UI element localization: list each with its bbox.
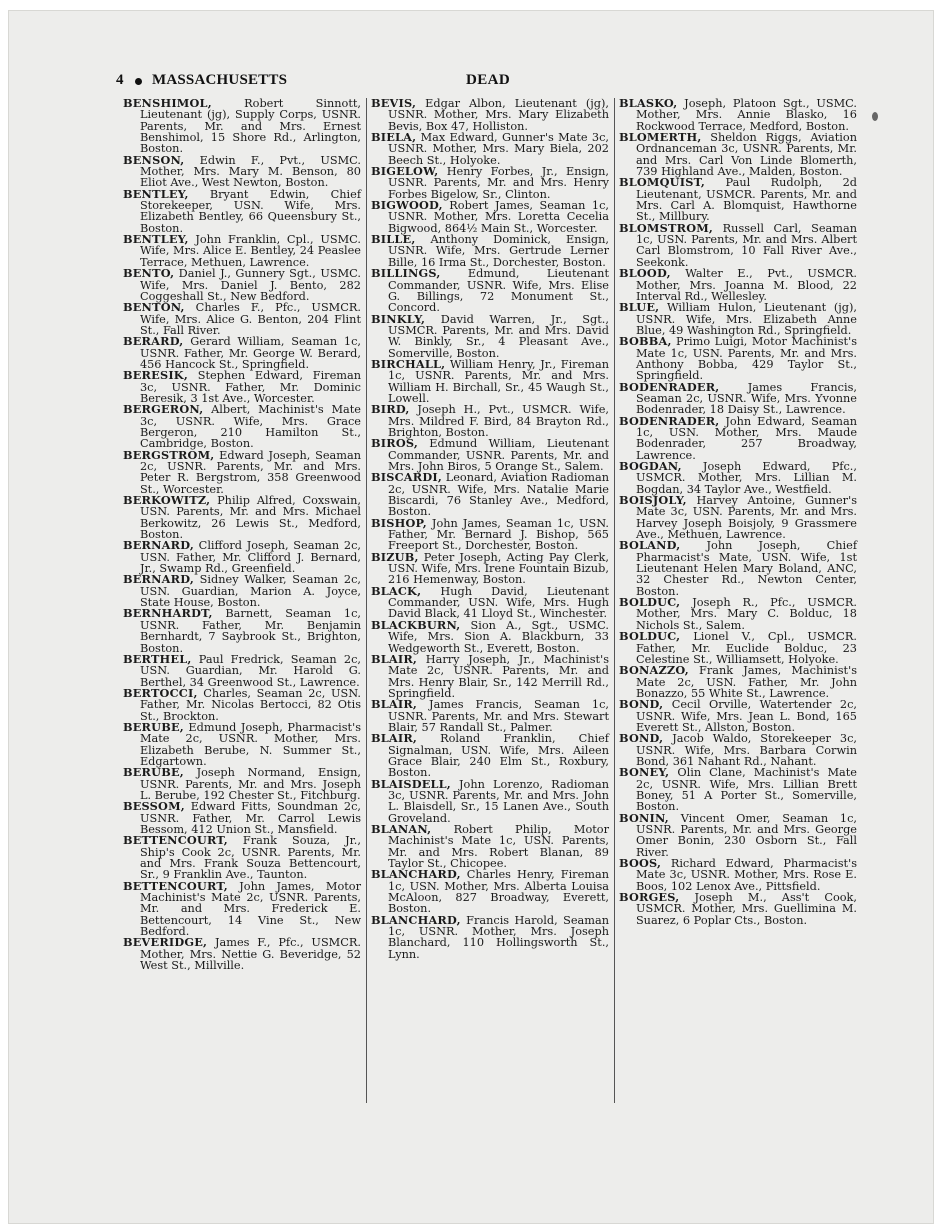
casualty-entry <box>619 699 857 733</box>
casualty-name: BERTHEL, <box>123 651 192 666</box>
casualty-entry <box>371 869 609 914</box>
casualty-entry <box>123 404 361 449</box>
casualty-details: William Hulon, Lieutenant (jg), USNR. Wife, Mrs. Elizabeth Anne Blue, 49 Washington Rd., Springfield. <box>635 301 857 337</box>
casualty-entry <box>123 685 361 723</box>
page-number: 4 <box>116 72 124 88</box>
casualty-name: BOGDAN, <box>619 459 682 473</box>
casualty-details: Frank Souza, Jr., Ship's Cook 2c, USNR. Parents, Mr. and Mrs. Frank Souza Bettencourt, Sr., 9 Franklin Ave., Taunton. <box>139 834 361 882</box>
casualty-name: BODENRADER, <box>619 379 720 394</box>
casualty-name: BLANCHARD, <box>371 867 461 882</box>
casualty-details: Bryant Edwin, Chief Storekeeper, USN. Wife, Mrs. Elizabeth Bentley, 66 Queensbury St., Boston. <box>139 187 361 235</box>
casualty-details: Paul Fredrick, Seaman 2c, USN. Guardian, Mr. Harold G. Berthel, 34 Greenwood St., Lawrence. <box>139 652 361 689</box>
casualty-entry <box>371 515 609 553</box>
casualty-details: Daniel J., Gunnery Sgt., USMC. Wife, Mrs. Daniel J. Bento, 282 Coggeshall St., New Bedford. <box>139 267 361 303</box>
casualty-name: BERESIK, <box>123 368 188 383</box>
casualty-entry <box>123 186 361 235</box>
casualty-details: Stephen Edward, Fireman 3c, USNR. Father, Mr. Dominic Beresik, 3 1st Ave., Worcester. <box>139 369 361 405</box>
casualty-name: BERGSTROM, <box>123 447 215 462</box>
casualty-entry <box>619 631 857 665</box>
casualty-entry <box>371 234 609 268</box>
casualty-entry <box>619 379 857 417</box>
casualty-details: Walter E., Pvt., USMCR. Mother, Mrs. Joanna M. Blood, 22 Interval Rd., Wellesley. <box>635 267 857 303</box>
casualty-name: BIELA, <box>371 130 417 145</box>
casualty-name: BIGWOOD, <box>371 198 443 213</box>
casualty-details: Edmund, Lieutenant Commander, USNR. Wife, Mrs. Elise G. Billings, 72 Monument St., Concord. <box>387 267 609 315</box>
casualty-name: BONIN, <box>619 810 669 825</box>
casualty-details: John Joseph, Chief Pharmacist's Mate, USN. Wife, 1st Lieutenant Helen Mary Boland, ANC, 32 Chester Rd., Newton Center, Boston. <box>635 539 857 598</box>
casualty-details: Robert James, Seaman 1c, USNR. Mother, Mrs. Loretta Cecelia Bigwood, 864½ Main St., Worcester. <box>387 199 609 235</box>
casualty-name: BLACK, <box>371 583 422 598</box>
casualty-details: Francis Harold, Seaman 1c, USNR. Mother, Mrs. Joseph Blanchard, 110 Hollingsworth St., Lynn. <box>387 913 609 961</box>
casualty-name: BENTON, <box>123 300 185 315</box>
casualty-details: Edmund Joseph, Pharmacist's Mate 2c, USNR. Mother, Mrs. Elizabeth Berube, N. Summer St., Edgartown. <box>139 720 361 768</box>
casualty-name: BOLAND, <box>619 538 681 553</box>
casualty-entry <box>123 801 361 835</box>
casualty-name: BODENRADER, <box>619 413 720 428</box>
casualty-details: Sidney Walker, Seaman 2c, USN. Guardian, Marion A. Joyce, State House, Boston. <box>139 573 361 610</box>
casualty-details: Charles F., Pfc., USMCR. Wife, Mrs. Alice G. Benton, 204 Flint St., Fall River. <box>139 301 361 337</box>
casualty-name: BETTENCOURT, <box>123 878 228 893</box>
casualty-name: BERUBE, <box>123 765 184 780</box>
casualty-details: John Franklin, Cpl., USMC. Wife, Mrs. Alice E. Bentley, 24 Peaslee Terrace, Methuen, Lawrence. <box>139 233 361 269</box>
casualty-details: Vincent Omer, Seaman 1c, USNR. Parents, Mr. and Mrs. George Omer Bonin, 230 Osborn St., Fall River. <box>635 811 857 859</box>
casualty-entry <box>123 540 361 574</box>
bullet-icon <box>135 78 142 85</box>
casualty-entry <box>619 810 857 859</box>
casualty-name: BOLDUC, <box>619 595 681 610</box>
casualty-name: BEVIS, <box>371 96 417 110</box>
column-divider <box>366 98 367 1103</box>
casualty-entry <box>123 98 361 155</box>
casualty-details: Edgar Albon, Lieutenant (jg), USNR. Mother, Mrs. Mary Elizabeth Bevis, Box 47, Holliston. <box>387 97 609 133</box>
casualty-name: BERNARD, <box>123 538 194 553</box>
casualty-name: BENTO, <box>123 266 175 281</box>
casualty-name: BOLDUC, <box>619 629 681 644</box>
casualty-entry <box>371 651 609 700</box>
casualty-name: BIGELOW, <box>371 164 439 179</box>
casualty-name: BIRCHALL, <box>371 356 446 371</box>
casualty-details: Sion A., Sgt., USMC. Wife, Mrs. Sion A. Blackburn, 33 Wedgeworth St., Everett, Boston. <box>387 618 609 655</box>
casualty-name: BENTLEY, <box>123 232 189 247</box>
casualty-entry <box>619 540 857 597</box>
casualty-details: Joseph, Platoon Sgt., USMC. Mother, Mrs. Annie Blasko, 16 Rockwood Terrace, Medford, Boston. <box>635 97 857 133</box>
casualty-entry <box>371 200 609 234</box>
casualty-details: Edward Fitts, Soundman 2c, USNR. Father, Mr. Carrol Lewis Bessom, 412 Union St., Mansfield. <box>139 800 361 836</box>
casualty-entry <box>619 495 857 540</box>
section-heading: DEAD <box>466 72 511 88</box>
casualty-name: BISCARDI, <box>371 470 442 485</box>
casualty-entry <box>371 166 609 200</box>
casualty-name: BILLINGS, <box>371 266 441 281</box>
casualty-name: BLANCHARD, <box>371 912 461 927</box>
casualty-name: BEVERIDGE, <box>123 935 208 950</box>
casualty-entry <box>619 336 857 381</box>
casualty-details: Cecil Orville, Watertender 2c, USNR. Wife, Mrs. Jean L. Bond, 165 Everett St., Allston, Boston. <box>635 698 857 734</box>
casualty-entry <box>619 413 857 462</box>
column-3 <box>619 98 857 926</box>
casualty-details: Frank James, Machinist's Mate 2c, USN. Father, Mr. John Bonazzo, 55 White St., Lawrence. <box>635 664 857 700</box>
casualty-name: BISHOP, <box>371 515 427 530</box>
casualty-name: BERGERON, <box>123 402 204 417</box>
casualty-name: BOND, <box>619 697 664 712</box>
page-header <box>116 72 856 92</box>
casualty-entry <box>371 776 609 825</box>
casualty-details: John Edward, Seaman 1c, USN. Mother, Mrs. Maude Bodenrader, 257 Broadway, Lawrence. <box>635 414 857 462</box>
casualty-details: Edmund William, Lieutenant Commander, USNR. Parents, Mr. and Mrs. John Biros, 5 Orange St., Salem. <box>387 437 609 473</box>
punch-hole-mark <box>872 112 878 121</box>
casualty-details: John Lorenzo, Radioman 3c, USNR. Parents, Mr. and Mrs. John L. Blaisdell, Sr., 15 Lanen Ave., South Groveland. <box>387 777 609 825</box>
casualty-entry <box>123 651 361 689</box>
casualty-details: Edward Joseph, Seaman 2c, USNR. Parents, Mr. and Mrs. Peter R. Bergstrom, 358 Greenwood St., Worcester. <box>139 448 361 496</box>
casualty-entry <box>371 132 609 166</box>
casualty-entry <box>123 878 361 939</box>
casualty-name: BLASKO, <box>619 96 678 110</box>
casualty-details: Harvey Antoine, Gunner's Mate 3c, USN. Parents, Mr. and Mrs. Harvey Joseph Boisjoly, 9 Grassmere Ave., Methuen, Lawrence. <box>635 494 857 542</box>
casualty-entry <box>371 549 609 587</box>
state-heading: MASSACHUSETTS <box>152 72 288 88</box>
casualty-details: Philip Alfred, Coxswain, USN. Parents, Mr. and Mrs. Michael Berkowitz, 26 Lewis St., Medford, Boston. <box>139 494 361 542</box>
casualty-details: Edwin F., Pvt., USMC. Mother, Mrs. Mary M. Benson, 80 Eliot Ave., West Newton, Boston. <box>139 153 361 190</box>
casualty-details: Richard Edward, Pharmacist's Mate 3c, USNR. Mother, Mrs. Rose E. Boos, 102 Lenox Ave., Pittsfield. <box>635 857 857 893</box>
casualty-name: BOOS, <box>619 856 662 871</box>
casualty-entry <box>371 824 609 869</box>
casualty-entry <box>123 835 361 880</box>
casualty-entry <box>123 234 361 268</box>
casualty-details: James Francis, Seaman 2c, USNR. Wife, Mrs. Yvonne Bodenrader, 18 Daisy St., Lawrence. <box>635 380 857 417</box>
casualty-name: BESSOM, <box>123 799 185 814</box>
casualty-name: BERKOWITZ, <box>123 493 211 508</box>
casualty-details: Joseph R., Pfc., USMCR. Mother, Mrs. Mary C. Bolduc, 18 Nichols St., Salem. <box>635 596 857 632</box>
casualty-name: BERUBE, <box>123 719 184 734</box>
casualty-details: Robert Sinnott, Lieutenant (jg), Supply Corps, USNR. Parents, Mr. and Mrs. Ernest Benshimol, 15 Shore Rd., Arlington, Boston. <box>139 97 361 156</box>
casualty-name: BOISJOLY, <box>619 493 687 508</box>
casualty-entry <box>619 177 857 222</box>
casualty-entry <box>123 447 361 496</box>
casualty-details: Gerard William, Seaman 1c, USNR. Father, Mr. George W. Berard, 456 Hancock St., Springfield. <box>139 335 361 371</box>
casualty-details: Clifford Joseph, Seaman 2c, USN. Father, Mr. Clifford J. Bernard, Jr., Swamp Rd., Greenfield. <box>139 539 361 576</box>
casualty-details: Robert Philip, Motor Machinist's Mate 1c, USN. Parents, Mr. and Mrs. Robert Blanan, 89 Taylor St., Chicopee. <box>387 823 609 871</box>
casualty-name: BILLE, <box>371 232 416 247</box>
casualty-name: BONEY, <box>619 765 670 780</box>
column-1 <box>123 98 361 971</box>
casualty-entry <box>123 268 361 302</box>
casualty-details: Olin Clane, Machinist's Mate 2c, USNR. Wife, Mrs. Lillian Brett Boney, 51 A Porter St., Somerville, Boston. <box>635 766 857 814</box>
casualty-details: James F., Pfc., USMCR. Mother, Mrs. Nettie G. Beveridge, 52 West St., Millville. <box>139 936 361 973</box>
casualty-name: BOND, <box>619 731 664 746</box>
casualty-details: Anthony Dominick, Ensign, USNR. Wife, Mrs. Gertrude Lerner Bille, 16 Irma St., Dorchester, Boston. <box>387 233 609 269</box>
casualty-details: Barnett, Seaman 1c, USNR. Father, Mr. Benjamin Bernhardt, 7 Saybrook St., Brighton, Boston. <box>139 607 361 655</box>
casualty-details: Max Edward, Gunner's Mate 3c, USNR. Mother, Mrs. Mary Biela, 202 Beech St., Holyoke. <box>387 131 609 167</box>
casualty-entry <box>123 574 361 608</box>
casualty-details: Russell Carl, Seaman 1c, USN. Parents, Mr. and Mrs. Albert Carl Blomstrom, 10 Fall River Ave., Seekonk. <box>635 221 857 269</box>
casualty-entry <box>371 617 609 655</box>
casualty-details: Paul Rudolph, 2d Lieutenant, USMCR. Parents, Mr. and Mrs. Carl A. Blomquist, Hawthorne St., Millbury. <box>635 176 857 224</box>
casualty-entry <box>123 937 361 971</box>
casualty-name: BENTLEY, <box>123 186 189 201</box>
casualty-details: Charles Henry, Fireman 1c, USN. Mother, Mrs. Alberta Louisa McAloon, 827 Broadway, Everett, Boston. <box>387 868 609 916</box>
casualty-name: BLOMQUIST, <box>619 175 706 190</box>
casualty-name: BERNARD, <box>123 572 194 587</box>
casualty-entry <box>123 152 361 190</box>
casualty-details: John James, Motor Machinist's Mate 2c, USNR. Parents, Mr. and Mrs. Frederick E. Bettencourt, 14 Vine St., New Bedford. <box>139 879 361 939</box>
casualty-entry <box>371 356 609 405</box>
casualty-details: Henry Forbes, Jr., Ensign, USNR. Parents, Mr. and Mrs. Henry Forbes Bigelow, Sr., Clinton. <box>387 165 609 201</box>
casualty-entry <box>371 311 609 360</box>
casualty-details: Joseph Normand, Ensign, USNR. Parents, Mr. and Mrs. Joseph L. Berube, 192 Chester St., Fitchburg. <box>139 766 361 802</box>
casualty-details: Roland Franklin, Chief Signalman, USN. Wife, Mrs. Aileen Grace Blair, 240 Elm St., Roxbury, Boston. <box>387 732 609 780</box>
casualty-name: BENSHIMOL, <box>123 96 212 110</box>
casualty-name: BLOOD, <box>619 266 671 281</box>
casualty-name: BLAIR, <box>371 697 418 712</box>
casualty-details: William Henry, Jr., Fireman 1c, USNR. Parents, Mr. and Mrs. William H. Birchall, Sr., 45 Waugh St., Lowell. <box>387 357 609 405</box>
casualty-entry <box>619 858 857 892</box>
casualty-name: BLANAN, <box>371 822 432 836</box>
casualty-entry <box>619 220 857 269</box>
casualty-details: Peter Joseph, Acting Pay Clerk, USN. Wife, Mrs. Irene Fountain Bizub, 216 Hemenway, Boston. <box>387 550 609 587</box>
casualty-entry <box>371 404 609 438</box>
casualty-entry <box>123 767 361 801</box>
casualty-entry <box>371 438 609 472</box>
casualty-name: BIRD, <box>371 402 410 417</box>
casualty-details: Lionel V., Cpl., USMCR. Father, Mr. Euclide Bolduc, 23 Celestine St., Williamsett, Holyoke. <box>635 630 857 666</box>
casualty-details: Primo Luigi, Motor Machinist's Mate 1c, USN. Parents, Mr. and Mrs. Anthony Bobba, 429 Taylor St., Springfield. <box>635 335 857 383</box>
casualty-name: BLOMERTH, <box>619 130 702 145</box>
casualty-name: BLAIR, <box>371 731 418 746</box>
casualty-details: John James, Seaman 1c, USN. Father, Mr. Bernard J. Bishop, 565 Freeport St., Dorchester, Boston. <box>387 516 609 553</box>
casualty-entry <box>619 767 857 812</box>
casualty-name: BLOMSTROM, <box>619 220 714 235</box>
casualty-entry <box>371 98 609 132</box>
casualty-entry <box>123 719 361 768</box>
casualty-entry <box>619 733 857 767</box>
casualty-name: BONAZZO, <box>619 663 689 678</box>
casualty-name: BOBBA, <box>619 334 672 349</box>
casualty-entry <box>371 733 609 778</box>
casualty-name: BERARD, <box>123 334 184 349</box>
casualty-entry <box>619 98 857 132</box>
casualty-entry <box>123 370 361 404</box>
casualty-details: Sheldon Riggs, Aviation Ordnanceman 3c, USNR. Parents, Mr. and Mrs. Carl Von Linde Blomerth, 739 Highland Ave., Malden, Boston. <box>635 131 857 179</box>
casualty-name: BETTENCOURT, <box>123 833 228 848</box>
casualty-name: BLACKBURN, <box>371 617 461 632</box>
casualty-entry <box>123 608 361 653</box>
casualty-entry <box>619 461 857 495</box>
column-divider <box>614 98 615 1103</box>
casualty-entry <box>619 665 857 699</box>
casualty-name: BENSON, <box>123 152 185 167</box>
casualty-name: BIROS, <box>371 436 418 451</box>
casualty-entry <box>123 495 361 540</box>
casualty-entry <box>123 302 361 336</box>
casualty-name: BERTOCCI, <box>123 685 198 700</box>
casualty-name: BORGES, <box>619 890 680 905</box>
casualty-name: BLUE, <box>619 300 660 315</box>
casualty-details: Jacob Waldo, Storekeeper 3c, USNR. Wife, Mrs. Barbara Corwin Bond, 361 Nahant Rd., Nahant. <box>635 732 857 768</box>
casualty-details: Hugh David, Lieutenant Commander, USN. Wife, Mrs. Hugh David Black, 41 Lloyd St., Winchester. <box>387 584 609 621</box>
casualty-entry <box>123 336 361 370</box>
casualty-entry <box>619 132 857 177</box>
casualty-entry <box>619 597 857 631</box>
casualty-entry <box>371 699 609 733</box>
casualty-entry <box>371 268 609 313</box>
casualty-name: BERNHARDT, <box>123 606 213 621</box>
casualty-details: Leonard, Aviation Radioman 2c, USNR. Wife, Mrs. Natalie Marie Biscardi, 76 Stanley Ave., Medford, Boston. <box>387 471 609 519</box>
casualty-details: David Warren, Jr., Sgt., USMCR. Parents, Mr. and Mrs. David W. Binkly, Sr., 4 Pleasant Ave., Somerville, Boston. <box>387 312 609 360</box>
casualty-name: BINKLY, <box>371 311 426 326</box>
casualty-name: BLAISDELL, <box>371 776 451 791</box>
casualty-entry <box>619 268 857 302</box>
casualty-name: BIZUB, <box>371 549 419 564</box>
column-2 <box>371 98 609 960</box>
casualty-entry <box>619 302 857 336</box>
casualty-entry <box>371 912 609 961</box>
casualty-details: Charles, Seaman 2c, USN. Father, Mr. Nicolas Bertocci, 82 Otis St., Brockton. <box>139 686 361 723</box>
casualty-details: Harry Joseph, Jr., Machinist's Mate 2c, USNR. Parents, Mr. and Mrs. Henry Blair, Sr., 142 Merrill Rd., Springfield. <box>387 652 609 700</box>
casualty-name: BLAIR, <box>371 651 418 666</box>
casualty-entry <box>371 583 609 621</box>
casualty-details: Joseph Edward, Pfc., USMCR. Mother, Mrs. Lillian M. Bogdan, 34 Taylor Ave., Westfield. <box>635 460 857 496</box>
casualty-entry <box>619 892 857 926</box>
casualty-entry <box>371 472 609 517</box>
casualty-details: James Francis, Seaman 1c, USNR. Parents, Mr. and Mrs. Stewart Blair, 57 Randall St., Palmer. <box>387 698 609 734</box>
casualty-details: Joseph H., Pvt., USMCR. Wife, Mrs. Mildred F. Bird, 84 Brayton Rd., Brighton, Boston. <box>387 403 609 439</box>
casualty-details: Joseph M., Ass't Cook, USMCR. Mother, Mrs. Guellimina M. Suarez, 6 Poplar Cts., Boston. <box>635 891 857 927</box>
casualty-details: Albert, Machinist's Mate 3c, USNR. Wife, Mrs. Grace Bergeron, 210 Hamilton St., Cambridge, Boston. <box>139 403 361 451</box>
